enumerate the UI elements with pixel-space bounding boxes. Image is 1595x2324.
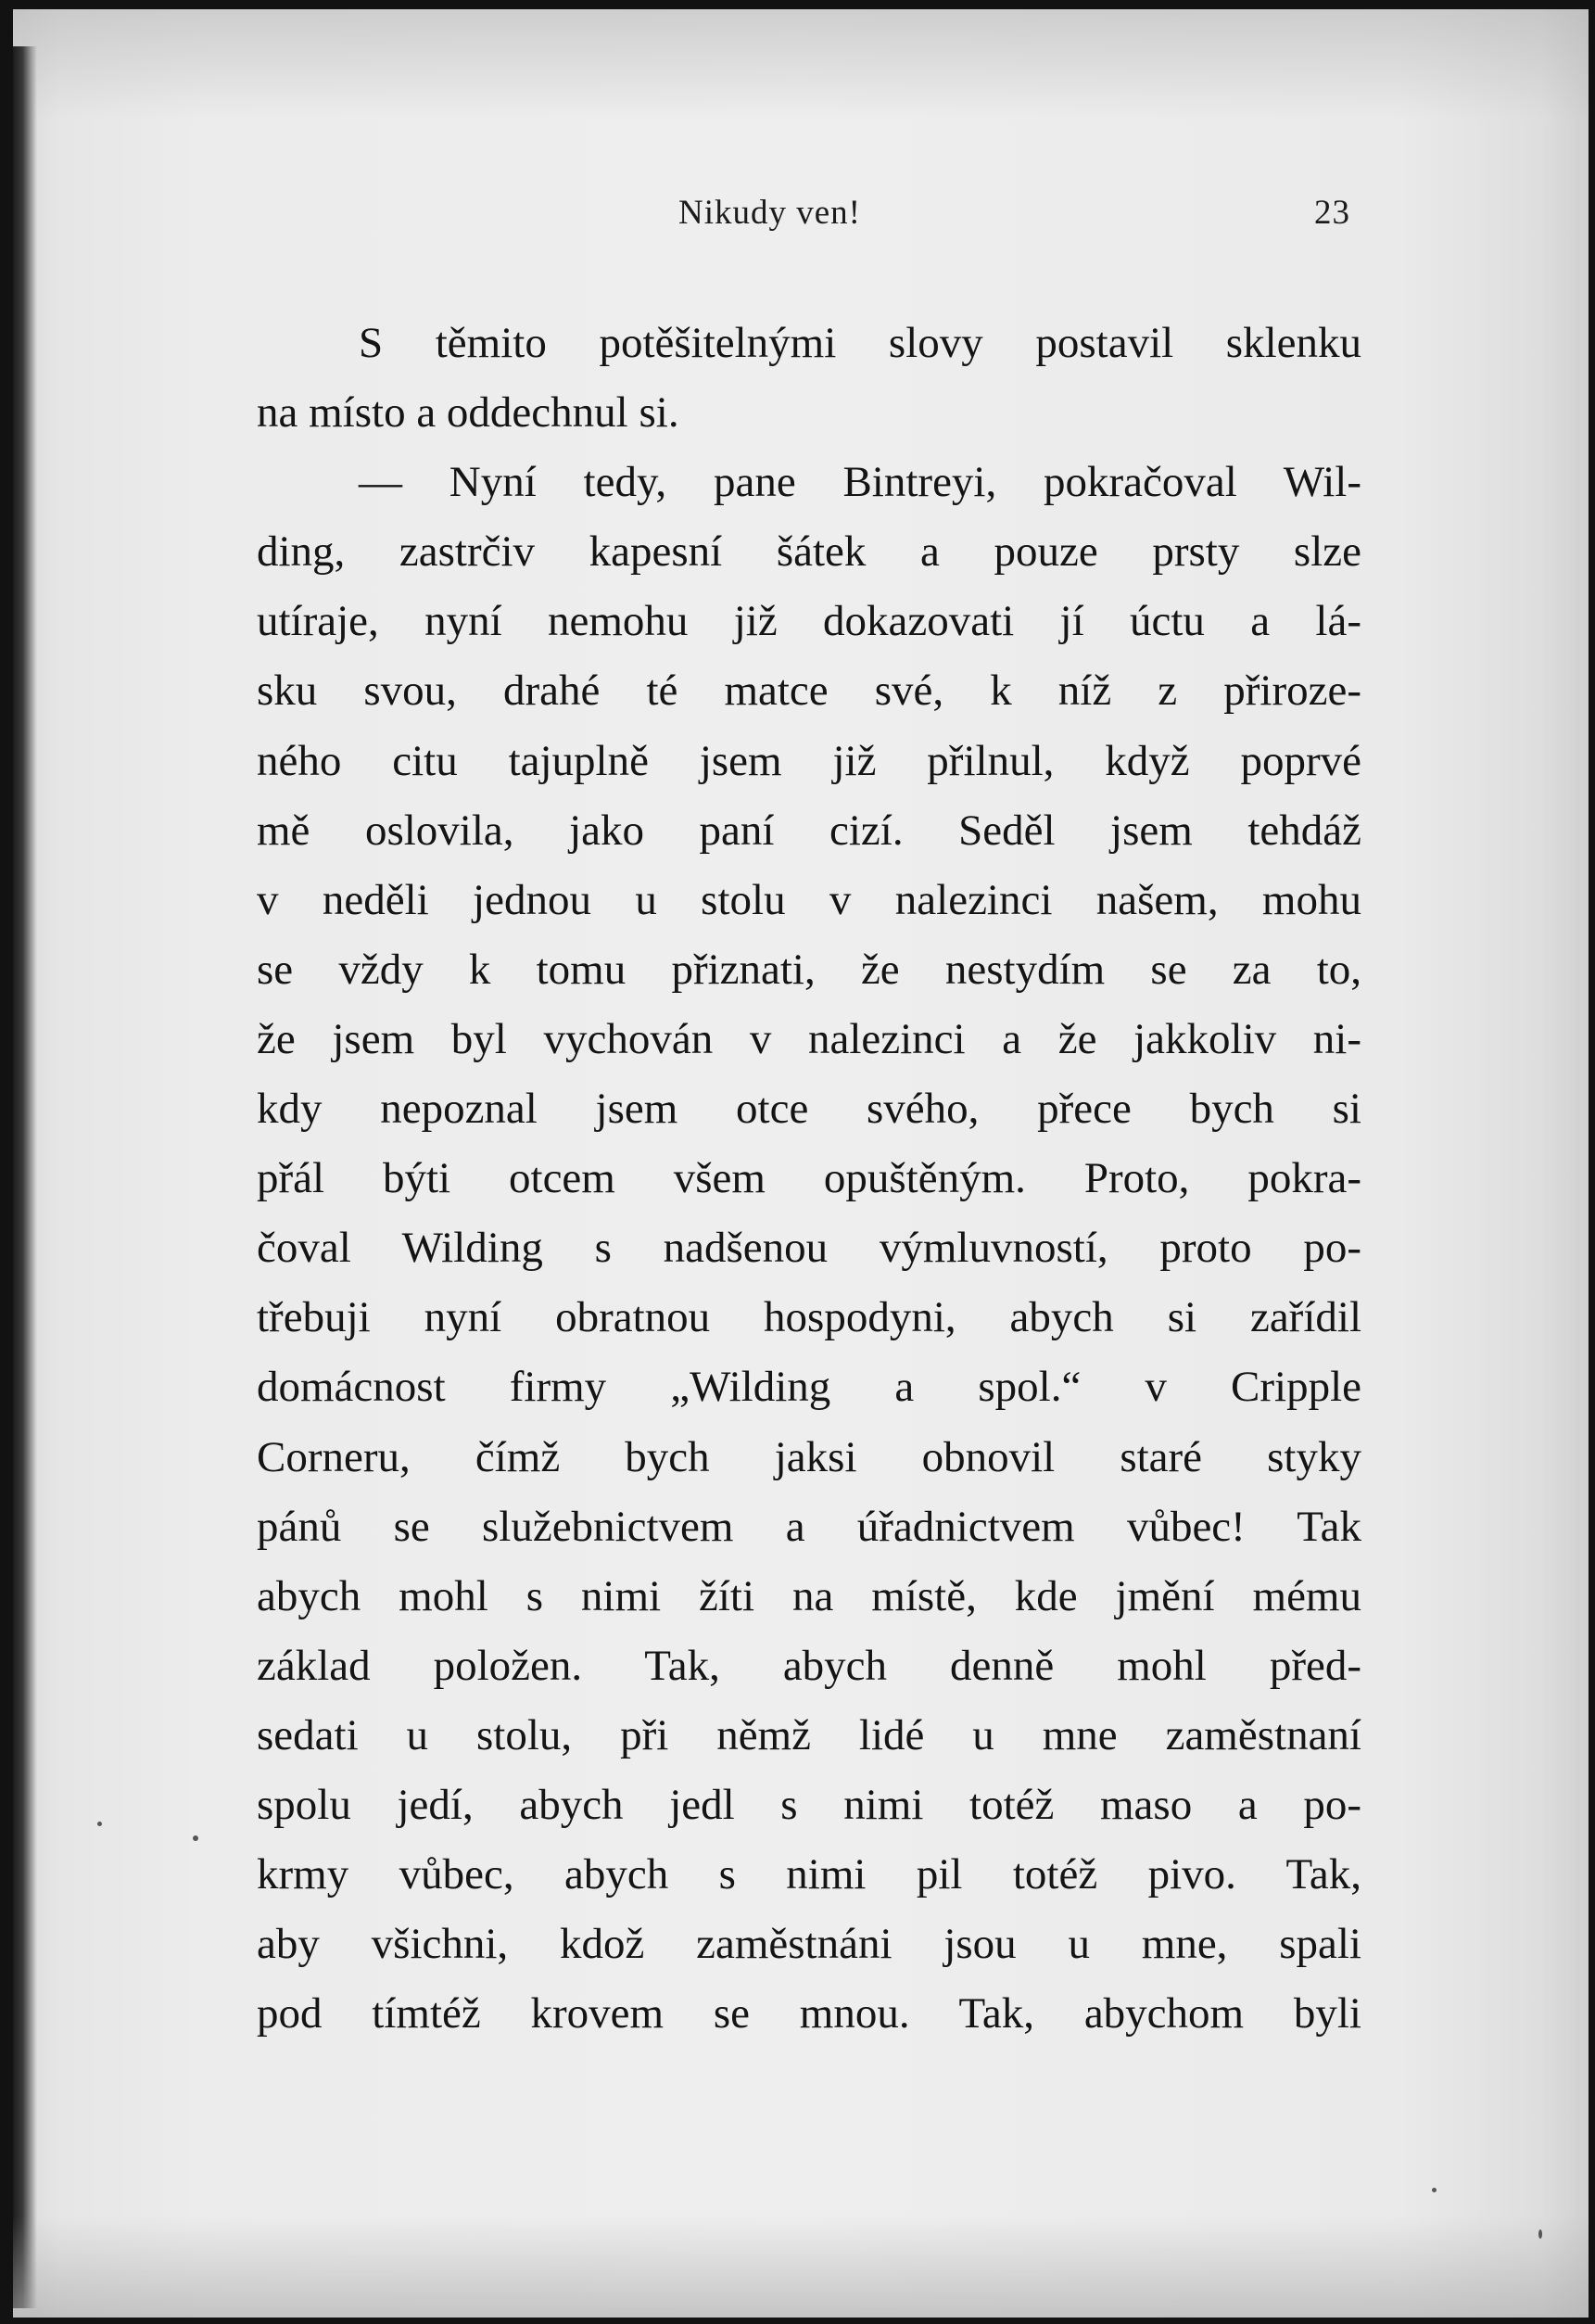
scan-speck	[1432, 2188, 1437, 2192]
text-line: ného citu tajuplně jsem již přilnul, když poprvé	[257, 736, 1361, 785]
text-line: na místo a oddechnul si.	[257, 388, 679, 438]
text-line: přál býti otcem všem opuštěným. Proto, pokra-	[257, 1154, 1361, 1203]
text-line: krmy vůbec, abych s nimi pil totéž pivo. Tak,	[257, 1850, 1361, 1899]
text-line: kdy nepoznal jsem otce svého, přece bych si	[257, 1085, 1361, 1134]
text-line: — Nyní tedy, pane Bintreyi, pokračoval Wil-	[359, 458, 1361, 507]
page-binding-edge	[13, 46, 37, 2308]
text-line: čoval Wilding s nadšenou výmluvností, proto po-	[257, 1224, 1361, 1273]
text-line: pod tímtéž krovem se mnou. Tak, abychom byli	[257, 1989, 1361, 2038]
text-line: základ položen. Tak, abych denně mohl před-	[257, 1641, 1361, 1690]
page-number: 23	[1314, 194, 1350, 232]
text-line: domácnost firmy „Wilding a spol.“ v Cripple	[257, 1363, 1361, 1412]
text-line: ding, zastrčiv kapesní šátek a pouze prsty slze	[257, 527, 1361, 577]
text-line: sedati u stolu, při němž lidé u mne zaměstnaní	[257, 1710, 1361, 1759]
text-line: aby všichni, kdož zaměstnáni jsou u mne, spali	[257, 1920, 1361, 1969]
text-line: S těmito potěšitelnými slovy postavil sklenku	[359, 319, 1361, 367]
scan-speck	[97, 1822, 102, 1826]
page-header	[0, 193, 1595, 241]
text-line: třebuji nyní obratnou hospodyni, abych si zařídil	[257, 1293, 1361, 1342]
text-line: mě oslovila, jako paní cizí. Seděl jsem tehdáž	[257, 806, 1361, 855]
text-line: abych mohl s nimi žíti na místě, kde jmění mému	[257, 1571, 1361, 1620]
scan-speck	[1538, 2229, 1542, 2239]
running-title: Nikudy ven!	[678, 194, 861, 232]
text-line: utíraje, nyní nemohu již dokazovati jí úctu a lá-	[257, 597, 1361, 646]
text-line: Corneru, čímž bych jaksi obnovil staré styky	[257, 1432, 1361, 1481]
text-line: pánů se služebnictvem a úřadnictvem vůbec! Tak	[257, 1502, 1361, 1551]
text-line: sku svou, drahé té matce své, k níž z přiroze-	[257, 667, 1361, 716]
scan-speck	[193, 1835, 198, 1841]
body-text	[257, 309, 1361, 2049]
text-line: spolu jedí, abych jedl s nimi totéž maso a po-	[257, 1780, 1361, 1829]
text-line: se vždy k tomu přiznati, že nestydím se za to,	[257, 945, 1361, 994]
text-line: v neděli jednou u stolu v nalezinci našem, mohu	[257, 875, 1361, 924]
text-line: že jsem byl vychován v nalezinci a že jakkoliv ni-	[257, 1014, 1361, 1063]
